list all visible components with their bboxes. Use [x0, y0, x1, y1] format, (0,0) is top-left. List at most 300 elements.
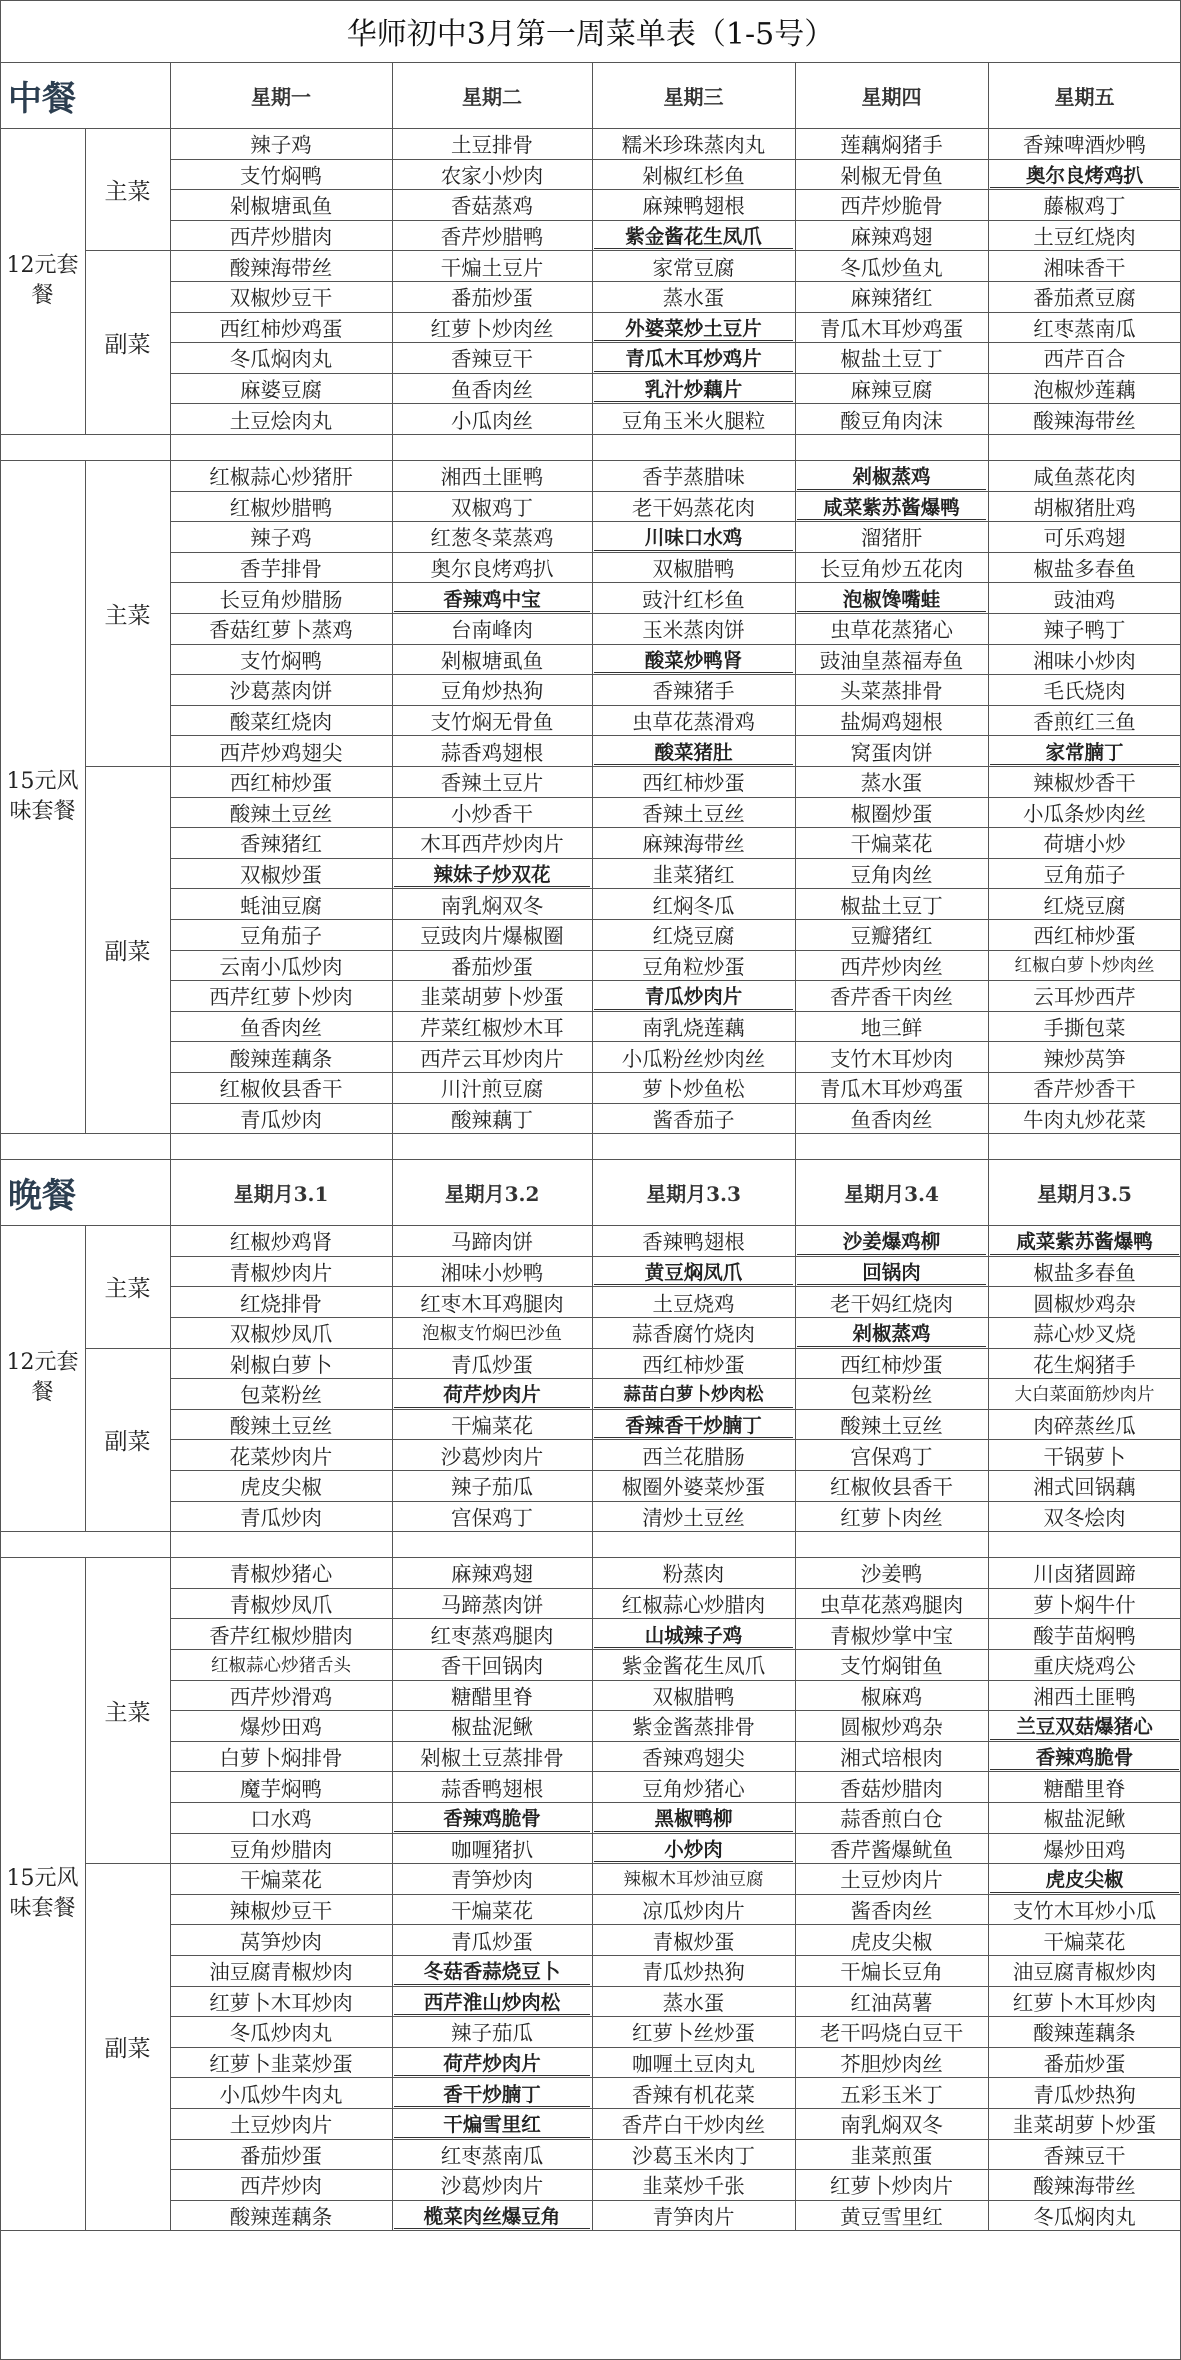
- menu-cell: 莴笋炒肉: [240, 1929, 322, 1954]
- menu-cell: 麻婆豆腐: [240, 378, 322, 403]
- menu-cell: 紫金酱花生凤爪: [625, 225, 762, 249]
- menu-cell: 干煸土豆片: [440, 255, 544, 280]
- menu-cell: 番茄炒蛋: [451, 286, 533, 311]
- menu-cell: 香菇炒腊肉: [840, 1776, 943, 1801]
- menu-cell: 辣妹子炒双花: [433, 863, 551, 887]
- menu-cell: 荷塘小炒: [1043, 832, 1126, 857]
- menu-cell: 剁椒土豆蒸排骨: [420, 1746, 564, 1771]
- menu-cell: 咖喱猪扒: [451, 1837, 533, 1862]
- menu-cell: 青瓜炒蛋: [451, 1929, 533, 1954]
- cell-underline: [797, 519, 986, 520]
- menu-cell: 青笋肉片: [652, 2205, 735, 2230]
- grid-line: [592, 1557, 593, 2230]
- menu-cell: 沙葛蒸肉饼: [229, 679, 333, 704]
- grid-line: [988, 1159, 989, 1225]
- menu-cell: 干煸菜花: [850, 832, 933, 857]
- menu-cell: 包菜粉丝: [240, 1383, 322, 1408]
- menu-cell: 双椒炒蛋: [240, 863, 322, 888]
- menu-cell: 糖醋里脊: [1043, 1776, 1126, 1801]
- menu-cell: 椒麻鸡: [860, 1684, 923, 1709]
- menu-cell: 香辣香干炒腩丁: [625, 1414, 762, 1438]
- menu-cell: 牛肉丸炒花菜: [1023, 1107, 1146, 1132]
- menu-cell: 红椒蒜心炒腊肉: [621, 1593, 766, 1618]
- cell-underline: [797, 611, 986, 612]
- menu-cell: 辣子茄瓜: [451, 1475, 533, 1500]
- day-header: 星期三: [663, 84, 724, 109]
- menu-cell: 酸辣莲藕条: [229, 1046, 333, 1071]
- menu-cell: 香辣鸡中宝: [443, 587, 541, 611]
- menu-cell: 香干回锅肉: [440, 1654, 544, 1679]
- menu-cell: 沙葛玉米肉丁: [632, 2143, 755, 2168]
- menu-cell: 韭菜胡萝卜炒蛋: [420, 985, 564, 1010]
- menu-cell: 大白菜面筋炒肉片: [1014, 1384, 1155, 1405]
- menu-cell: 湘西土匪鸭: [1033, 1684, 1136, 1709]
- cell-underline: [594, 1284, 793, 1285]
- menu-cell: 红萝卜炒肉丝: [430, 316, 554, 341]
- cell-underline: [594, 1831, 793, 1832]
- menu-cell: 酸辣藕丁: [451, 1107, 533, 1132]
- cell-underline: [990, 1769, 1179, 1770]
- menu-cell: 台南峰肉: [451, 618, 533, 643]
- cell-underline: [594, 371, 793, 372]
- menu-cell: 川味口水鸡: [644, 526, 743, 550]
- menu-cell: 老干妈蒸花肉: [632, 495, 755, 520]
- menu-cell: 土豆炒肉片: [840, 1868, 943, 1893]
- grid-line: [592, 1159, 593, 1225]
- menu-cell: 手撕包菜: [1043, 1016, 1126, 1041]
- menu-cell: 鱼香肉丝: [240, 1016, 322, 1041]
- menu-cell: 虫草花蒸猪心: [830, 618, 953, 643]
- menu-cell: 椒盐泥鳅: [451, 1715, 533, 1740]
- day-header: 星期月3.3: [646, 1181, 741, 1206]
- menu-cell: 香辣土豆片: [440, 771, 544, 796]
- menu-cell: 青瓜炒肉片: [644, 985, 743, 1009]
- menu-cell: 青椒炒凤爪: [229, 1593, 333, 1618]
- cell-underline: [797, 1284, 986, 1285]
- menu-cell: 粉蒸肉: [662, 1562, 725, 1587]
- meal-label: 中餐: [8, 78, 76, 119]
- grid-line: [392, 1531, 393, 1557]
- menu-cell: 花生焖猪手: [1033, 1352, 1136, 1377]
- menu-cell: 香辣猪红: [240, 832, 322, 857]
- menu-cell: 椒圈外婆菜炒蛋: [621, 1475, 766, 1500]
- grid-line: [170, 1133, 171, 1159]
- menu-cell: 冬瓜炒鱼丸: [840, 255, 943, 280]
- menu-cell: 香辣鸭翅根: [642, 1230, 745, 1255]
- menu-cell: 豆角玉米火腿粒: [621, 408, 766, 433]
- menu-cell: 双椒炒豆干: [229, 286, 333, 311]
- menu-cell: 麻辣鸭翅根: [642, 194, 745, 219]
- menu-cell: 酸辣土豆丝: [229, 801, 333, 826]
- menu-cell: 椒盐多春鱼: [1033, 557, 1136, 582]
- menu-cell: 麻辣海带丝: [642, 832, 745, 857]
- menu-cell: 红油莴薯: [850, 1990, 933, 2015]
- menu-cell: 溜猪肝: [860, 526, 923, 551]
- grid-line: [85, 460, 86, 766]
- cell-underline: [394, 2075, 590, 2076]
- menu-cell: 蒸水蛋: [860, 771, 923, 796]
- menu-cell: 小炒香干: [451, 801, 533, 826]
- menu-cell: 土豆红烧肉: [1033, 225, 1136, 250]
- menu-cell: 榄菜肉丝爆豆角: [423, 2205, 561, 2229]
- menu-cell: 云南小瓜炒肉: [219, 954, 343, 979]
- menu-cell: 肉碎蒸丝瓜: [1033, 1414, 1136, 1439]
- menu-cell: 盐焗鸡翅根: [840, 710, 943, 735]
- grid-line: [170, 1557, 171, 2230]
- grid-line: [795, 62, 796, 128]
- grid-line: [170, 460, 171, 1133]
- cell-underline: [594, 248, 793, 249]
- menu-cell: 红萝卜木耳炒肉: [209, 1990, 353, 2015]
- menu-cell: 蒜香煎白仓: [840, 1807, 943, 1832]
- menu-cell: 香辣啤酒炒鸭: [1023, 133, 1146, 158]
- menu-cell: 泡椒馋嘴蛙: [842, 587, 941, 611]
- menu-cell: 双椒腊鸭: [652, 557, 735, 582]
- menu-cell: 爆炒田鸡: [240, 1715, 322, 1740]
- menu-cell: 香煎红三鱼: [1033, 710, 1136, 735]
- menu-cell: 韭菜胡萝卜炒蛋: [1012, 2113, 1157, 2138]
- menu-cell: 双椒炒凤爪: [229, 1322, 333, 1347]
- menu-cell: 兰豆双菇爆猪心: [1016, 1715, 1153, 1739]
- cell-underline: [797, 1254, 986, 1255]
- menu-cell: 青瓜炒蛋: [451, 1352, 533, 1377]
- menu-cell: 青椒炒猪心: [229, 1562, 333, 1587]
- menu-cell: 辣椒炒豆干: [229, 1899, 333, 1924]
- grid-line: [0, 434, 1181, 435]
- menu-cell: 豆角粒炒蛋: [642, 954, 745, 979]
- menu-cell: 酸辣海带丝: [1033, 2174, 1136, 2199]
- menu-cell: 湘味香干: [1043, 255, 1126, 280]
- grid-line: [0, 1133, 1181, 1134]
- grid-line: [0, 0, 1181, 1]
- menu-cell: 沙姜爆鸡柳: [842, 1230, 941, 1254]
- menu-cell: 支竹焖无骨鱼: [430, 710, 554, 735]
- grid-line: [0, 1531, 1181, 1532]
- menu-cell: 酸菜红烧肉: [229, 710, 333, 735]
- menu-cell: 香芹炒腊鸭: [440, 225, 544, 250]
- menu-cell: 豆角炒腊肉: [229, 1837, 333, 1862]
- menu-cell: 红萝卜木耳炒肉: [1012, 1990, 1157, 2015]
- menu-cell: 小炒肉: [664, 1837, 723, 1861]
- group-label: 主菜: [104, 1699, 151, 1726]
- menu-cell: 虎皮尖椒: [1045, 1868, 1124, 1892]
- menu-cell: 双椒腊鸭: [652, 1684, 735, 1709]
- menu-cell: 青瓜木耳炒鸡蛋: [819, 316, 964, 341]
- menu-cell: 红焖冬瓜: [652, 893, 735, 918]
- menu-cell: 咸菜紫苏酱爆鸭: [1016, 1230, 1153, 1254]
- menu-cell: 湘味小炒肉: [1033, 648, 1136, 673]
- menu-cell: 剁椒蒸鸡: [852, 465, 931, 489]
- menu-cell: 圆椒炒鸡杂: [840, 1715, 943, 1740]
- menu-cell: 湘式回锅藕: [1033, 1475, 1136, 1500]
- menu-cell: 蒜香鸭翅根: [440, 1776, 544, 1801]
- menu-cell: 青瓜木耳炒鸡蛋: [819, 1077, 964, 1102]
- menu-cell: 豆角炒猪心: [642, 1776, 745, 1801]
- menu-cell: 青椒炒蛋: [652, 1929, 735, 1954]
- menu-cell: 干煸雪里红: [443, 2113, 541, 2137]
- menu-cell: 湘味小炒鸭: [440, 1261, 544, 1286]
- grid-line: [0, 2230, 1181, 2231]
- menu-cell: 木耳西芹炒肉片: [420, 832, 564, 857]
- grid-line: [988, 128, 989, 434]
- menu-cell: 青瓜炒热狗: [642, 1960, 745, 1985]
- menu-cell: 香辣豆干: [1043, 2143, 1126, 2168]
- menu-cell: 豉油鸡: [1053, 587, 1116, 612]
- group-label: 主菜: [104, 1275, 151, 1302]
- grid-line: [592, 128, 593, 434]
- set-label: 12元套餐: [6, 1350, 79, 1406]
- menu-cell: 酱香茄子: [652, 1107, 735, 1132]
- menu-cell: 红萝卜丝炒蛋: [632, 2021, 755, 2046]
- menu-cell: 白萝卜焖排骨: [219, 1746, 343, 1771]
- menu-cell: 酸辣土豆丝: [840, 1414, 943, 1439]
- menu-cell: 蒸水蛋: [662, 286, 725, 311]
- menu-cell: 西兰花腊肠: [642, 1444, 745, 1469]
- grid-line: [170, 1225, 171, 1531]
- menu-cell: 豆角茄子: [240, 924, 322, 949]
- menu-cell: 西芹炒腊肉: [229, 225, 333, 250]
- menu-cell: 干锅萝卜: [1043, 1444, 1126, 1469]
- menu-cell: 酸芋苗焖鸭: [1033, 1623, 1136, 1648]
- grid-line: [795, 1133, 796, 1159]
- menu-cell: 蒜苗白萝卜炒肉松: [623, 1384, 764, 1405]
- menu-cell: 咸菜紫苏酱爆鸭: [823, 495, 960, 519]
- menu-cell: 豆角茄子: [1043, 863, 1126, 888]
- grid-line: [170, 1159, 171, 1225]
- menu-cell: 西红柿炒蛋: [229, 771, 333, 796]
- day-header: 星期二: [462, 84, 522, 109]
- menu-cell: 青笋炒肉: [451, 1868, 533, 1893]
- menu-cell: 芥胆炒肉丝: [840, 2052, 943, 2077]
- menu-cell: 老干妈红烧肉: [830, 1291, 953, 1316]
- menu-cell: 西芹云耳炒肉片: [420, 1046, 564, 1071]
- menu-cell: 干煸菜花: [240, 1868, 322, 1893]
- menu-cell: 咖喱土豆肉丸: [632, 2052, 755, 2077]
- menu-cell: 青椒炒掌中宝: [830, 1623, 953, 1648]
- menu-cell: 蒜香腐竹烧肉: [632, 1322, 755, 1347]
- group-label: 主菜: [104, 602, 151, 629]
- day-header: 星期五: [1054, 84, 1115, 109]
- menu-cell: 回锅肉: [862, 1261, 921, 1285]
- menu-cell: 萝卜炒鱼松: [642, 1077, 745, 1102]
- grid-line: [392, 434, 393, 460]
- group-label: 副菜: [104, 331, 151, 358]
- grid-line: [85, 1863, 86, 2230]
- cell-underline: [394, 2137, 590, 2138]
- menu-cell: 西红柿炒鸡蛋: [219, 316, 343, 341]
- day-header: 星期月3.4: [844, 1181, 939, 1206]
- menu-cell: 红椒白萝卜炒肉丝: [1014, 956, 1155, 977]
- menu-cell: 香芋排骨: [240, 557, 322, 582]
- group-label: 主菜: [104, 178, 151, 205]
- menu-cell: 奥尔良烤鸡扒: [430, 557, 554, 582]
- menu-cell: 乳汁炒藕片: [644, 378, 743, 402]
- cell-underline: [990, 187, 1179, 188]
- grid-line: [795, 1159, 796, 1225]
- menu-cell: 沙葛炒肉片: [440, 1444, 544, 1469]
- menu-cell: 干煸长豆角: [840, 1960, 943, 1985]
- menu-cell: 小瓜条炒肉丝: [1023, 801, 1146, 826]
- menu-cell: 青瓜炒肉: [240, 1505, 322, 1530]
- menu-cell: 紫金酱花生凤爪: [621, 1654, 766, 1679]
- menu-cell: 辣子茄瓜: [451, 2021, 533, 2046]
- menu-cell: 干煸菜花: [1043, 1929, 1126, 1954]
- menu-cell: 糖醋里脊: [451, 1684, 533, 1709]
- cell-underline: [594, 550, 793, 551]
- menu-cell: 口水鸡: [250, 1807, 312, 1832]
- grid-line: [988, 434, 989, 460]
- menu-cell: 西红柿炒蛋: [840, 1352, 943, 1377]
- menu-cell: 红烧豆腐: [652, 924, 735, 949]
- menu-cell: 家常腩丁: [1045, 740, 1124, 764]
- cell-underline: [594, 401, 793, 402]
- menu-cell: 老干吗烧白豆干: [819, 2021, 964, 2046]
- menu-cell: 椒盐土豆丁: [840, 347, 943, 372]
- menu-cell: 青瓜炒肉: [240, 1107, 322, 1132]
- menu-cell: 马蹄肉饼: [451, 1230, 533, 1255]
- menu-cell: 麻辣豆腐: [850, 378, 933, 403]
- menu-cell: 香芹红椒炒腊肉: [209, 1623, 353, 1648]
- menu-cell: 豆豉肉片爆椒圈: [420, 924, 564, 949]
- cell-underline: [797, 489, 986, 490]
- menu-cell: 红椒攸县香干: [219, 1077, 343, 1102]
- menu-cell: 地三鲜: [860, 1016, 923, 1041]
- grid-line: [988, 1225, 989, 1531]
- menu-cell: 剁椒蒸鸡: [852, 1322, 931, 1346]
- grid-line: [795, 460, 796, 1133]
- menu-cell: 青瓜木耳炒鸡片: [625, 347, 762, 371]
- menu-cell: 长豆角炒五花肉: [819, 557, 964, 582]
- grid-line: [170, 434, 171, 460]
- menu-cell: 荷芹炒肉片: [443, 1383, 541, 1407]
- menu-cell: 土豆炒肉片: [229, 2113, 333, 2138]
- menu-cell: 辣子鸭丁: [1043, 618, 1126, 643]
- cell-underline: [394, 2014, 590, 2015]
- cell-underline: [394, 1407, 590, 1408]
- cell-underline: [394, 1831, 590, 1832]
- menu-cell: 香辣鸡脆骨: [443, 1807, 541, 1831]
- cell-underline: [990, 1892, 1179, 1893]
- grid-line: [795, 128, 796, 434]
- menu-cell: 宫保鸡丁: [850, 1444, 933, 1469]
- menu-cell: 辣椒炒香干: [1033, 771, 1136, 796]
- menu-cell: 蚝油豆腐: [240, 893, 322, 918]
- menu-cell: 香干炒腩丁: [443, 2082, 541, 2106]
- menu-cell: 香芋蒸腊味: [642, 465, 745, 490]
- cell-underline: [594, 1437, 793, 1438]
- menu-cell: 番茄炒蛋: [240, 2143, 322, 2168]
- menu-cell: 西芹淮山炒肉松: [423, 1990, 561, 2014]
- grid-line: [392, 1225, 393, 1531]
- grid-line: [592, 460, 593, 1133]
- menu-cell: 农家小炒肉: [440, 163, 544, 188]
- menu-cell: 马蹄蒸肉饼: [440, 1593, 544, 1618]
- menu-cell: 糯米珍珠蒸肉丸: [621, 133, 766, 158]
- grid-line: [988, 1557, 989, 2230]
- menu-cell: 黄豆雪里红: [840, 2205, 943, 2230]
- menu-cell: 番茄煮豆腐: [1033, 286, 1136, 311]
- menu-cell: 麻辣鸡翅: [451, 1562, 533, 1587]
- cell-underline: [594, 1407, 793, 1408]
- menu-cell: 家常豆腐: [652, 255, 735, 280]
- day-header: 星期一: [251, 84, 311, 109]
- menu-cell: 南乳烧莲藕: [642, 1016, 745, 1041]
- menu-cell: 酸辣土豆丝: [229, 1414, 333, 1439]
- menu-cell: 番茄炒蛋: [451, 954, 533, 979]
- menu-cell: 香辣土豆丝: [642, 801, 745, 826]
- menu-cell: 奥尔良烤鸡扒: [1025, 163, 1143, 187]
- menu-cell: 藤椒鸡丁: [1043, 194, 1126, 219]
- menu-cell: 西芹炒肉: [240, 2174, 322, 2199]
- menu-cell: 青椒炒肉片: [229, 1261, 333, 1286]
- menu-cell: 西芹炒滑鸡: [229, 1684, 333, 1709]
- menu-cell: 酸菜猪肚: [654, 740, 733, 764]
- menu-cell: 虫草花蒸滑鸡: [632, 710, 755, 735]
- menu-cell: 香菇红萝卜蒸鸡: [209, 618, 353, 643]
- cell-underline: [990, 1254, 1179, 1255]
- day-header: 星期月3.1: [233, 1181, 329, 1206]
- menu-cell: 西红柿炒蛋: [642, 1352, 745, 1377]
- grid-line: [392, 1133, 393, 1159]
- menu-cell: 红萝卜炒肉片: [830, 2174, 953, 2199]
- menu-cell: 双椒鸡丁: [451, 495, 533, 520]
- grid-line: [170, 1531, 171, 1557]
- menu-cell: 酸菜炒鸭肾: [644, 648, 743, 672]
- menu-cell: 川汁煎豆腐: [440, 1077, 544, 1102]
- menu-cell: 五彩玉米丁: [840, 2082, 943, 2107]
- set-label: 15元风味套餐: [6, 768, 79, 824]
- menu-cell: 芹菜红椒炒木耳: [420, 1016, 564, 1041]
- menu-cell: 红枣木耳鸡腿肉: [420, 1291, 564, 1316]
- menu-cell: 酱香肉丝: [850, 1899, 933, 1924]
- menu-cell: 香芹炒香干: [1033, 1077, 1136, 1102]
- grid-line: [795, 1557, 796, 2230]
- menu-cell: 西红柿炒蛋: [1033, 924, 1136, 949]
- grid-line: [592, 1225, 593, 1531]
- menu-cell: 椒圈炒蛋: [850, 801, 933, 826]
- page-title: 华师初中3月第一周菜单表（1-5号）: [346, 17, 835, 52]
- menu-cell: 红烧豆腐: [1043, 893, 1126, 918]
- menu-cell: 虎皮尖椒: [850, 1929, 933, 1954]
- menu-cell: 香芹香干肉丝: [830, 985, 953, 1010]
- cell-underline: [594, 340, 793, 341]
- day-header: 星期月3.5: [1037, 1181, 1132, 1206]
- menu-cell: 辣炒莴笋: [1043, 1046, 1126, 1071]
- set-label: 15元风味套餐: [6, 1865, 79, 1921]
- cell-underline: [594, 672, 793, 673]
- menu-cell: 红萝卜肉丝: [840, 1505, 943, 1530]
- grid-line: [795, 1531, 796, 1557]
- grid-line: [795, 434, 796, 460]
- menu-cell: 南乳焖双冬: [440, 893, 544, 918]
- menu-cell: 萝卜焖牛什: [1033, 1593, 1136, 1618]
- cell-underline: [394, 886, 590, 887]
- menu-cell: 胡椒猪肚鸡: [1033, 495, 1136, 520]
- menu-cell: 红葱冬菜蒸鸡: [430, 526, 554, 551]
- menu-cell: 剁椒塘虱鱼: [229, 194, 333, 219]
- menu-cell: 蒜心炒叉烧: [1033, 1322, 1136, 1347]
- menu-cell: 红枣蒸鸡腿肉: [430, 1623, 554, 1648]
- menu-cell: 冬瓜焖肉丸: [1033, 2205, 1136, 2230]
- menu-cell: 包菜粉丝: [850, 1383, 933, 1408]
- menu-cell: 番茄炒蛋: [1043, 2052, 1126, 2077]
- cell-underline: [394, 2106, 590, 2107]
- menu-cell: 香芹白干炒肉丝: [621, 2113, 766, 2138]
- menu-cell: 西红柿炒蛋: [642, 771, 745, 796]
- menu-cell: 香辣有机花菜: [632, 2082, 755, 2107]
- menu-cell: 南乳焖双冬: [840, 2113, 943, 2138]
- menu-cell: 西芹炒脆骨: [840, 194, 943, 219]
